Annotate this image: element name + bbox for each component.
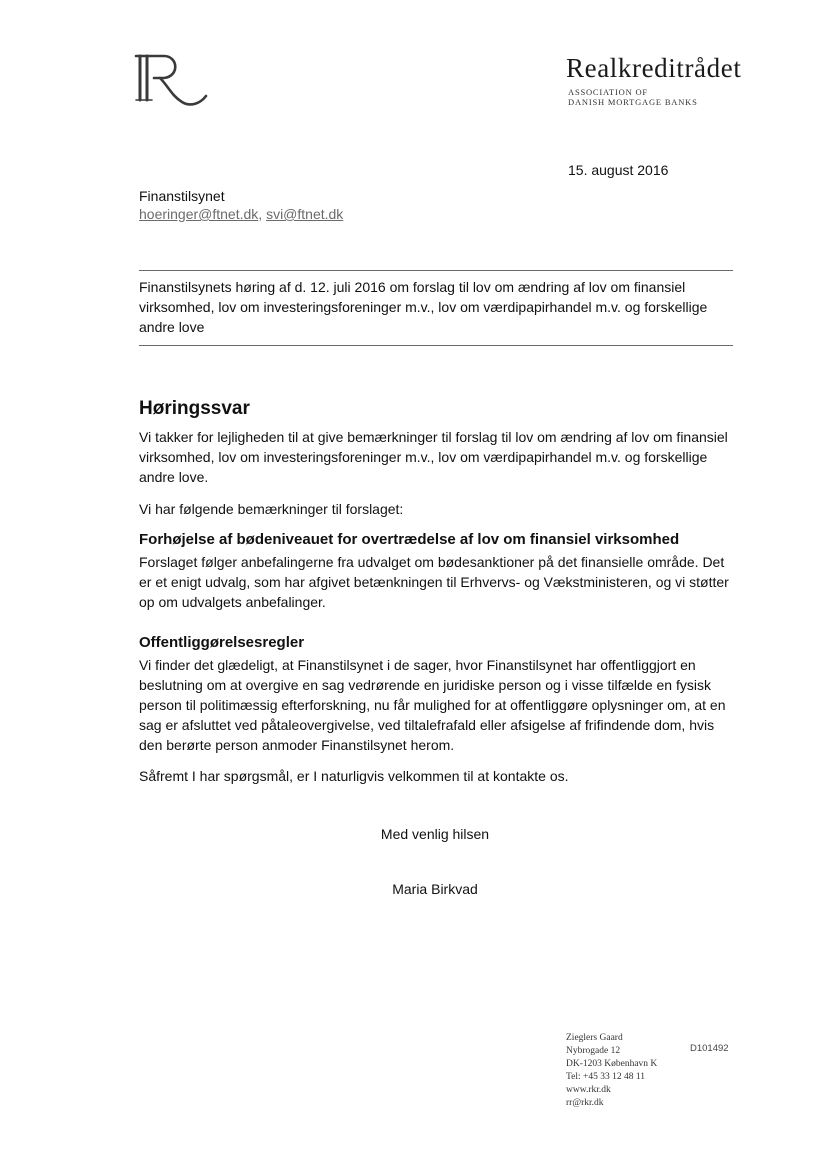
footer-line: DK-1203 København K [566, 1059, 658, 1069]
intro-paragraph: Vi takker for lejligheden til at give bemærkninger til forslag til lov om ændring af lov om finansiel virksomhed, lov om investeringsforeninger m.v., lov om værdipapirhandel m.v. og forskellige andre love. [139, 429, 728, 485]
email-link-hoeringer[interactable]: hoeringer@ftnet.dk [139, 206, 259, 222]
footer-website-link[interactable]: www.rkr.dk [566, 1085, 611, 1095]
section-heading-fines: Forhøjelse af bødeniveauet for overtrædelse af lov om finansiel virksomhed [139, 531, 680, 548]
email-separator: , [258, 206, 267, 222]
organization-subtitle [568, 87, 698, 107]
organization-subtitle-line-1: ASSOCIATION OF [568, 87, 648, 97]
footer-line: Zieglers Gaard [566, 1033, 623, 1043]
section-paragraph-publication: Vi finder det glædeligt, at Finanstilsynet i de sager, hvor Finanstilsynet har offentliggjort en beslutning om at overgive en sag vedrørende en juridiske person og i visse tilfælde en fysisk person til politimæssig efterforskning, nu får mulighed for at offentliggøre oplysninger om, at en sag er afsluttet ved påtaleovergivelse, ved tiltalefrafald eller afsigelse af frifindende dom, hvis den berørte person anmoder Finanstilsynet herom. [139, 657, 726, 753]
letter-date: 15. august 2016 [568, 162, 669, 178]
footer-phone: Tel: +45 33 12 48 11 [566, 1072, 646, 1082]
subject-bottom-divider [139, 345, 733, 346]
organization-name: Realkreditrådet [566, 53, 742, 83]
section-paragraph-fines: Forslaget følger anbefalingerne fra udvalget om bødesanktioner på det finansielle område. Det er et enigt udvalg, som har afgivet betænkningen til Erhvervs- og Vækstministeren, og vi støtter op om udvalgets anbefalinger. [139, 554, 729, 610]
realkreditraadet-logo [134, 52, 210, 108]
recipient-emails [139, 206, 343, 222]
subject-top-divider [139, 270, 733, 271]
page-title: Høringssvar [139, 398, 250, 419]
signer-name: Maria Birkvad [392, 881, 478, 897]
subject-line: Finanstilsynets høring af d. 12. juli 2016 om forslag til lov om ændring af lov om finansiel virksomhed, lov om investeringsforeninger m.v., lov om værdipapirhandel m.v. og forskellige andre love [139, 279, 708, 335]
footer-email-link[interactable]: rr@rkr.dk [566, 1098, 604, 1108]
email-link-svi[interactable]: svi@ftnet.dk [266, 206, 344, 222]
section-heading-publication: Offentliggørelsesregler [139, 634, 305, 651]
organization-subtitle-line-2: DANISH MORTGAGE BANKS [568, 97, 698, 107]
closing-question: Såfremt I har spørgsmål, er I naturligvis velkommen til at kontakte os. [139, 768, 569, 784]
signoff: Med venlig hilsen [380, 826, 490, 842]
remarks-lead: Vi har følgende bemærkninger til forslaget: [139, 501, 404, 517]
footer-line: Nybrogade 12 [566, 1046, 621, 1056]
recipient-name: Finanstilsynet [139, 188, 225, 204]
document-id: D101492 [690, 1043, 729, 1054]
footer-address [566, 1032, 657, 1110]
